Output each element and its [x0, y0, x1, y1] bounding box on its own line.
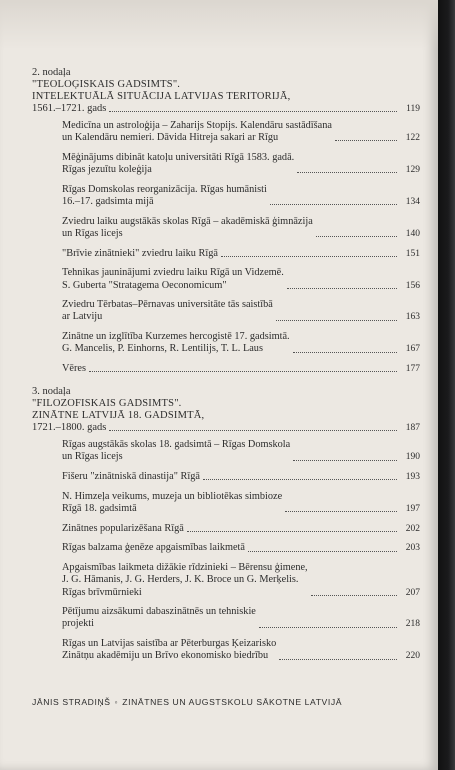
entry-line: Rīgas augstākās skolas 18. gadsimtā – Rīgas Domskola [62, 439, 291, 451]
entry-line: Rīgas un Latvijas saistība ar Pēterburgas Ķeizarisko [62, 638, 277, 650]
leader-dots [316, 236, 397, 237]
chapter-title-line: "FILOZOFISKAIS GADSIMTS". [32, 398, 182, 410]
toc-entry[interactable] [62, 439, 420, 463]
entry-line: un Rīgas licejs [62, 227, 123, 239]
toc-entry[interactable] [62, 491, 420, 515]
chapter-title-line: "TEOLOĢISKAIS GADSIMTS". [32, 79, 181, 90]
footer-author: JĀNIS STRADIŅŠ [32, 697, 111, 707]
entry-title [62, 120, 332, 144]
entry-line: Mēģinājums dibināt katoļu universitāti Rīgā 1583. gadā. [62, 151, 295, 163]
toc-entry[interactable] [62, 267, 420, 291]
chapter-years: 1561.–1721. gads [32, 103, 107, 114]
entry-line: Rīgas balzama ģenēze apgaismības laikmetā [62, 542, 245, 554]
page-number: 203 [405, 543, 420, 554]
chapter-number: 3. nodaļa [32, 386, 71, 398]
leader-dots [285, 511, 397, 512]
toc-entry[interactable] [62, 523, 420, 535]
page-number: 140 [405, 228, 420, 239]
leader-dots [221, 256, 397, 257]
entry-line: Fišeru "zinātniskā dinastija" Rīgā [62, 471, 200, 483]
entry-title [62, 439, 290, 463]
page-number: 190 [405, 452, 420, 463]
toc-entry[interactable] [62, 216, 420, 240]
entry-line: Zinātnes popularizēšana Rīgā [62, 522, 184, 534]
entry-title [62, 248, 218, 260]
entry-title [62, 542, 245, 554]
toc-entry[interactable] [62, 471, 420, 483]
page-number: 151 [405, 248, 420, 259]
leader-dots [259, 627, 397, 628]
entry-line: Pētījumu aizsākumi dabaszinātnēs un tehniskie [62, 606, 256, 618]
chapter-years: 1721.–1800. gads [32, 422, 107, 434]
entry-line: Rīgas Domskolas reorganizācija. Rīgas humānisti [62, 183, 267, 195]
entry-title [62, 184, 267, 208]
leader-dots [335, 140, 397, 141]
leader-dots [109, 430, 397, 431]
leader-dots [89, 371, 397, 372]
chapter-years-row [32, 422, 420, 434]
entry-title [62, 363, 86, 375]
toc-entry[interactable] [62, 638, 420, 662]
entry-line: G. Mancelis, P. Einhorns, R. Lentilijs, T. L. Laus [62, 343, 263, 355]
toc-entry[interactable] [62, 363, 420, 375]
entry-title [62, 152, 294, 176]
entry-line: Zinātne un izglītība Kurzemes hercogistē 17. gadsimtā. [62, 331, 290, 343]
entry-line: Medicīna un astroloģija – Zaharijs Stopijs. Kalendāru sastādīšana [62, 120, 332, 131]
entry-title [62, 299, 273, 323]
entry-line: Rīgas brīvmūrnieki [62, 586, 142, 598]
entry-line: 16.–17. gadsimta mijā [62, 196, 154, 208]
entry-line: Zviedru Tērbatas–Pērnavas universitāte tās saistībā [62, 299, 273, 311]
entry-line: Tehnikas jauninājumi zviedru laiku Rīgā un Vidzemē. [62, 267, 284, 279]
footer-separator: ◦ [114, 697, 119, 707]
book-spine [438, 0, 455, 770]
entry-line: un Rīgas licejs [62, 451, 123, 463]
chapter-years-row [32, 103, 420, 115]
page-number: 220 [405, 651, 420, 662]
page-number: 207 [405, 587, 420, 598]
page-number: 218 [405, 619, 420, 630]
page-number: 177 [405, 364, 420, 375]
leader-dots [311, 595, 397, 596]
entry-title [62, 267, 284, 291]
page-number: 129 [405, 165, 420, 176]
leader-dots [279, 659, 397, 660]
chapter-title-line: ZINĀTNE LATVIJĀ 18. GADSIMTĀ, [32, 410, 205, 422]
entry-line: ar Latviju [62, 311, 103, 323]
page-number: 202 [405, 523, 420, 534]
leader-dots [293, 460, 397, 461]
entry-title [62, 523, 184, 535]
entry-line: Zviedru laiku augstākās skolas Rīgā – akadēmiskā ģimnāzija [62, 215, 313, 227]
chapter-number: 2. nodaļa [32, 67, 71, 78]
page-number: 167 [405, 344, 420, 355]
leader-dots [293, 352, 397, 353]
page-number: 119 [406, 104, 420, 114]
toc-entry[interactable] [62, 331, 420, 355]
leader-dots [187, 531, 397, 532]
entry-line: Rīgas jezuītu koleģija [62, 164, 152, 176]
chapter-3 [32, 385, 420, 662]
running-footer [32, 697, 342, 707]
chapter-title-line: INTELEKTUĀLĀ SITUĀCIJA LATVIJAS TERITORIJĀ, [32, 91, 291, 102]
entry-title [62, 638, 276, 662]
entry-title [62, 491, 282, 515]
leader-dots [287, 288, 397, 289]
page-number: 163 [405, 312, 420, 323]
toc-entry[interactable] [62, 542, 420, 554]
chapter-2 [32, 66, 420, 375]
entry-line: un Kalendāru nemieri. Dāvida Hitreja sakari ar Rīgu [62, 132, 279, 144]
toc-entry[interactable] [62, 562, 420, 599]
leader-dots [297, 172, 397, 173]
toc-entry[interactable] [62, 184, 420, 208]
toc-entry[interactable] [62, 299, 420, 323]
toc-entry[interactable] [62, 606, 420, 630]
toc-entry[interactable] [62, 248, 420, 260]
leader-dots [203, 479, 397, 480]
entry-line: Vēres [62, 363, 87, 375]
entry-line: Zinātņu akadēmiju un Brīvo ekonomisko biedrību [62, 650, 269, 662]
table-of-contents [32, 66, 420, 673]
entry-line: S. Guberta "Stratagema Oeconomicum" [62, 279, 227, 291]
page-number: 122 [405, 133, 420, 144]
page-number: 193 [405, 472, 420, 483]
leader-dots [276, 320, 397, 321]
entry-line: Rīgā 18. gadsimtā [62, 503, 137, 515]
page-number: 187 [405, 423, 420, 434]
footer-book-title: ZINĀTNES UN AUGSTSKOLU SĀKOTNE LATVIJĀ [122, 697, 343, 707]
page-number: 134 [405, 197, 420, 208]
toc-entry[interactable] [62, 120, 420, 144]
entry-title [62, 562, 308, 599]
entry-title [62, 606, 256, 630]
entry-line: "Brīvie zinātnieki" zviedru laiku Rīgā [62, 247, 218, 259]
entry-title [62, 331, 290, 355]
entry-line: J. G. Hāmanis, J. G. Herders, J. K. Broce un G. Merķelis. [62, 574, 299, 586]
entry-title [62, 471, 200, 483]
leader-dots [109, 111, 397, 112]
toc-entry[interactable] [62, 152, 420, 176]
entry-line: projekti [62, 618, 95, 630]
page-number: 197 [405, 504, 420, 515]
entry-line: Apgaismības laikmeta dižākie rīdzinieki – Bērensu ģimene, [62, 562, 308, 574]
leader-dots [270, 204, 397, 205]
entry-line: N. Himzeļa veikums, muzeja un bibliotēkas simbioze [62, 490, 283, 502]
leader-dots [248, 551, 397, 552]
page-number: 156 [405, 280, 420, 291]
entry-title [62, 216, 313, 240]
